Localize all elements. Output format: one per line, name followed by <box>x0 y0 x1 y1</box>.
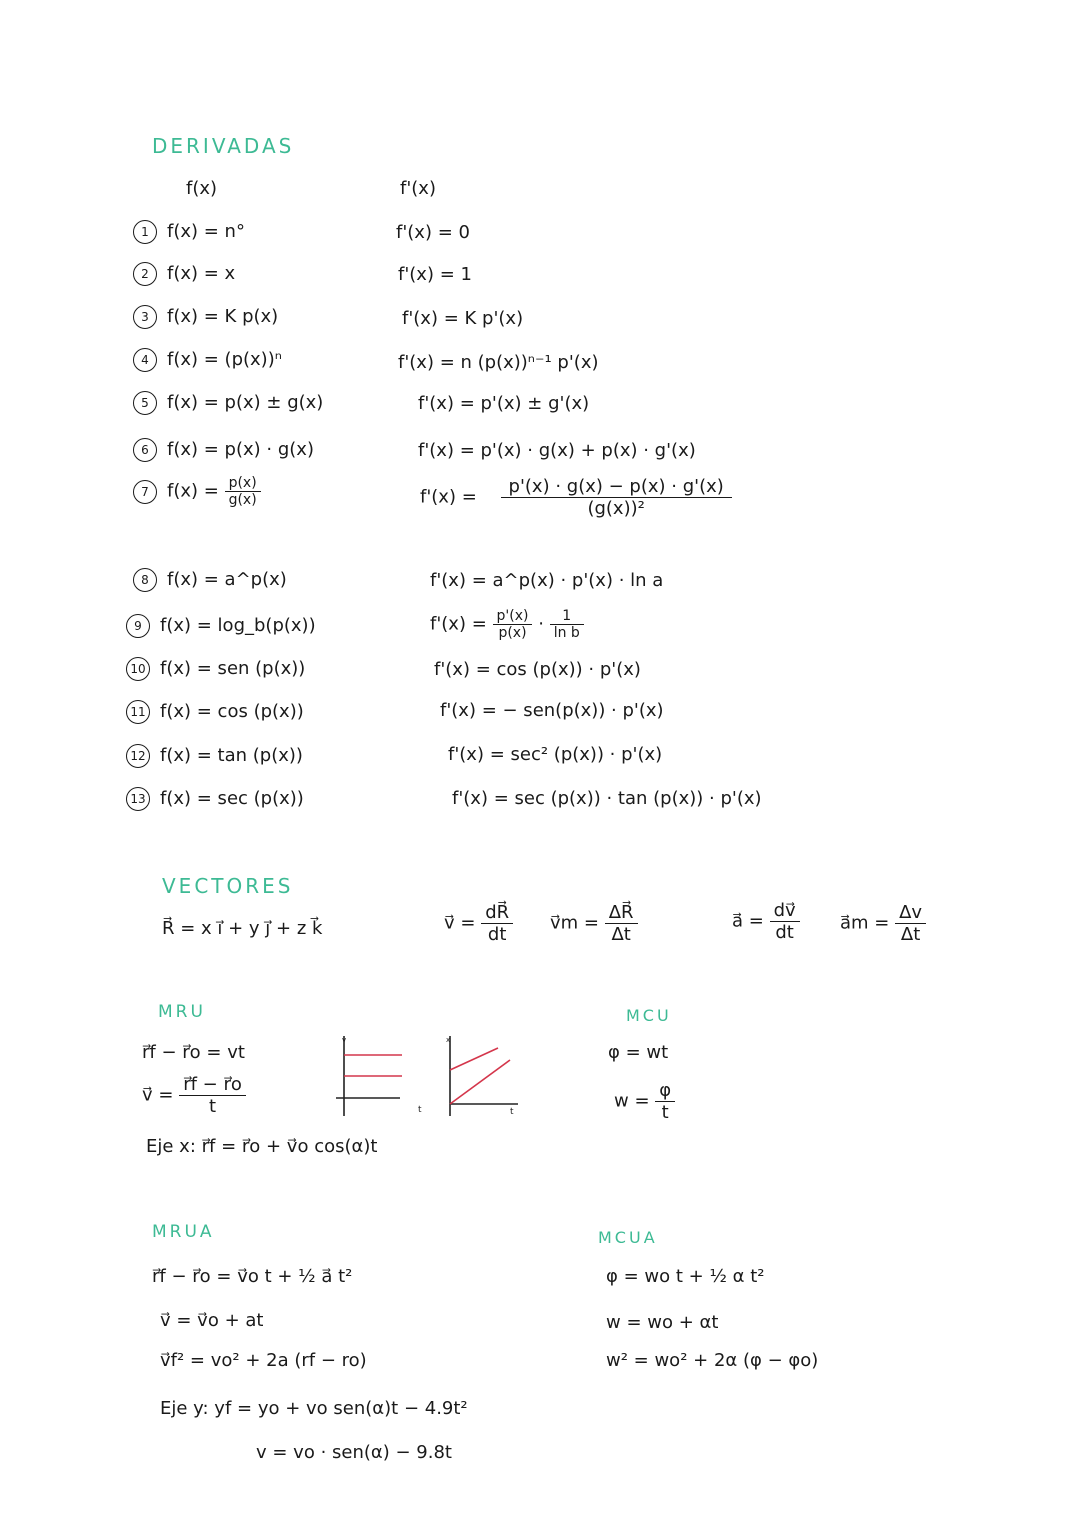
rule-number: 7 <box>133 480 157 504</box>
rule-number: 10 <box>126 657 150 681</box>
rule-fp-lhs: f'(x) = <box>430 613 487 635</box>
rule-number: 4 <box>133 348 157 372</box>
rule-f: f(x) = p(x) · g(x) <box>167 439 314 460</box>
numerator: p'(x) · g(x) − p(x) · g'(x) <box>501 476 732 498</box>
fraction <box>550 608 584 641</box>
mrua-eq-2: v⃗ = v⃗o + at <box>160 1310 264 1331</box>
fraction <box>605 902 638 945</box>
denominator: p(x) <box>498 625 527 641</box>
lhs: v⃗m = <box>550 912 599 934</box>
rule-number: 9 <box>126 614 150 638</box>
rule-12-f <box>126 744 303 768</box>
mcua-eq-2: w = wo + αt <box>606 1312 719 1333</box>
rule-number: 8 <box>133 568 157 592</box>
mean-acceleration-eq <box>840 902 926 945</box>
lhs: v⃗ = <box>444 912 476 934</box>
fraction <box>225 475 261 508</box>
rule-f: f(x) = log_b(p(x)) <box>160 615 316 636</box>
mean-velocity-eq <box>550 902 638 945</box>
rule-2-f <box>133 262 235 286</box>
graph-y-label: x <box>446 1036 451 1044</box>
rule-f: f(x) = sec (p(x)) <box>160 788 304 809</box>
rule-number: 12 <box>126 744 150 768</box>
numerator: r⃗f − r⃗o <box>179 1074 246 1096</box>
rule-3-fp: f'(x) = K p'(x) <box>402 308 524 329</box>
rule-10-fp: f'(x) = cos (p(x)) · p'(x) <box>434 659 641 680</box>
section-heading-mru: MRU <box>158 1002 206 1022</box>
mcu-eq-1: φ = wt <box>608 1042 669 1063</box>
rule-number: 13 <box>126 787 150 811</box>
numerator: Δv <box>895 902 926 924</box>
mcu-eq-2 <box>614 1080 675 1123</box>
rule-5-f <box>133 391 323 415</box>
rule-6-fp: f'(x) = p'(x) · g(x) + p(x) · g'(x) <box>418 440 696 461</box>
mru-eq-1: r⃗f − r⃗o = vt <box>142 1042 245 1063</box>
mrua-eje-y: Eje y: yf = yo + vo sen(α)t − 4.9t² <box>160 1398 468 1419</box>
rule-1-fp: f'(x) = 0 <box>396 222 470 243</box>
lhs: a⃗m = <box>840 912 890 934</box>
denominator: g(x) <box>228 492 257 508</box>
numerator: dR⃗ <box>481 902 513 924</box>
section-heading-vectores: VECTORES <box>162 874 294 898</box>
mcua-eq-3: w² = wo² + 2α (φ − φo) <box>606 1350 819 1371</box>
section-heading-mrua: MRUA <box>152 1222 215 1242</box>
rule-8-fp: f'(x) = a^p(x) · p'(x) · ln a <box>430 570 664 591</box>
rule-f: f(x) = cos (p(x)) <box>160 701 304 722</box>
column-header-f: f(x) <box>186 178 218 199</box>
section-heading-mcua: MCUA <box>598 1228 658 1247</box>
rule-5-fp: f'(x) = p'(x) ± g'(x) <box>418 393 590 414</box>
rule-9-fp: f'(x) = $\frac{p'(x)}{p(x)}$ · $\frac{1}{\text{ln b}}$ <box>430 608 584 641</box>
rule-3-f <box>133 305 278 329</box>
mru-eq-2 <box>142 1074 246 1117</box>
denominator: ln b <box>553 625 580 641</box>
rule-7-f <box>133 475 261 508</box>
position-time-graph <box>446 1036 518 1117</box>
rule-9-f <box>126 614 316 638</box>
mrua-eq-3: v⃗f² = vo² + 2a (rf − ro) <box>160 1350 367 1371</box>
rule-f: f(x) = p(x) ± g(x) <box>167 392 324 413</box>
acceleration-eq <box>732 900 800 943</box>
graph-x-label: t <box>418 1105 422 1115</box>
numerator: 1 <box>550 608 584 625</box>
velocity-time-graph <box>336 1036 422 1116</box>
section-heading-derivadas: DERIVADAS <box>152 134 295 158</box>
numerator: p'(x) <box>493 608 533 625</box>
rule-12-fp: f'(x) = sec² (p(x)) · p'(x) <box>448 744 663 765</box>
mru-graphs <box>330 1030 530 1120</box>
fraction <box>179 1074 246 1117</box>
rule-f: f(x) = n° <box>167 221 245 242</box>
rule-13-fp: f'(x) = sec (p(x)) · tan (p(x)) · p'(x) <box>452 788 762 809</box>
denominator: Δt <box>611 924 631 945</box>
denominator: dt <box>487 924 507 945</box>
rule-11-fp: f'(x) = − sen(p(x)) · p'(x) <box>440 700 664 721</box>
rule-f: f(x) = a^p(x) <box>167 569 287 590</box>
rule-number: 3 <box>133 305 157 329</box>
mcua-eq-1: φ = wo t + ½ α t² <box>606 1266 765 1287</box>
rule-2-fp: f'(x) = 1 <box>398 264 472 285</box>
mrua-eje-y-velocity: v = vo · sen(α) − 9.8t <box>256 1442 452 1463</box>
fraction <box>655 1080 675 1123</box>
graph-y-label: v <box>342 1036 347 1044</box>
rule-10-f <box>126 657 305 681</box>
denominator: Δt <box>900 924 921 945</box>
rule-f: f(x) = (p(x))ⁿ <box>167 349 282 370</box>
mru-eje-x: Eje x: r⃗f = r⃗o + v⃗o cos(α)t <box>146 1136 378 1157</box>
lhs: a⃗ = <box>732 910 764 932</box>
rule-number: 2 <box>133 262 157 286</box>
rule-f: f(x) = sen (p(x)) <box>160 658 306 679</box>
lhs: w = <box>614 1090 650 1112</box>
rule-f-lhs: f(x) = <box>167 480 219 502</box>
rule-number: 11 <box>126 700 150 724</box>
lhs: v⃗ = <box>142 1084 174 1106</box>
column-header-fprime: f'(x) <box>400 178 436 199</box>
position-vector-eq: R⃗ = x i⃗ + y j⃗ + z k⃗ <box>162 918 323 939</box>
rule-number: 1 <box>133 220 157 244</box>
denominator: dt <box>775 922 794 943</box>
denominator: t <box>661 1102 669 1123</box>
denominator: t <box>209 1096 217 1117</box>
fraction <box>481 902 513 945</box>
rule-number: 5 <box>133 391 157 415</box>
fraction <box>493 608 533 641</box>
numerator: dv⃗ <box>770 900 800 922</box>
rule-6-f <box>133 438 314 462</box>
rule-7-fp <box>420 476 732 519</box>
graph-x-label: t <box>510 1107 514 1117</box>
section-heading-mcu: MCU <box>626 1006 672 1025</box>
rule-fp-lhs: f'(x) = <box>420 486 477 508</box>
rule-4-f <box>133 348 282 372</box>
rule-13-f <box>126 787 304 811</box>
velocity-eq <box>444 902 513 945</box>
mrua-eq-1: r⃗f − r⃗o = v⃗o t + ½ a⃗ t² <box>152 1266 353 1287</box>
rule-number: 6 <box>133 438 157 462</box>
rule-11-f <box>126 700 304 724</box>
rule-4-fp: f'(x) = n (p(x))ⁿ⁻¹ p'(x) <box>398 352 599 373</box>
numerator: p(x) <box>225 475 261 492</box>
denominator: (g(x))² <box>587 498 645 519</box>
rule-1-f <box>133 220 245 244</box>
fraction <box>501 476 732 519</box>
fraction <box>895 902 926 945</box>
fraction <box>770 900 800 943</box>
rule-f: f(x) = tan (p(x)) <box>160 745 303 766</box>
numerator: ΔR⃗ <box>605 902 638 924</box>
rule-8-f <box>133 568 287 592</box>
numerator: φ <box>655 1080 675 1102</box>
rule-f: f(x) = x <box>167 263 236 284</box>
rule-f: f(x) = K p(x) <box>167 306 279 327</box>
